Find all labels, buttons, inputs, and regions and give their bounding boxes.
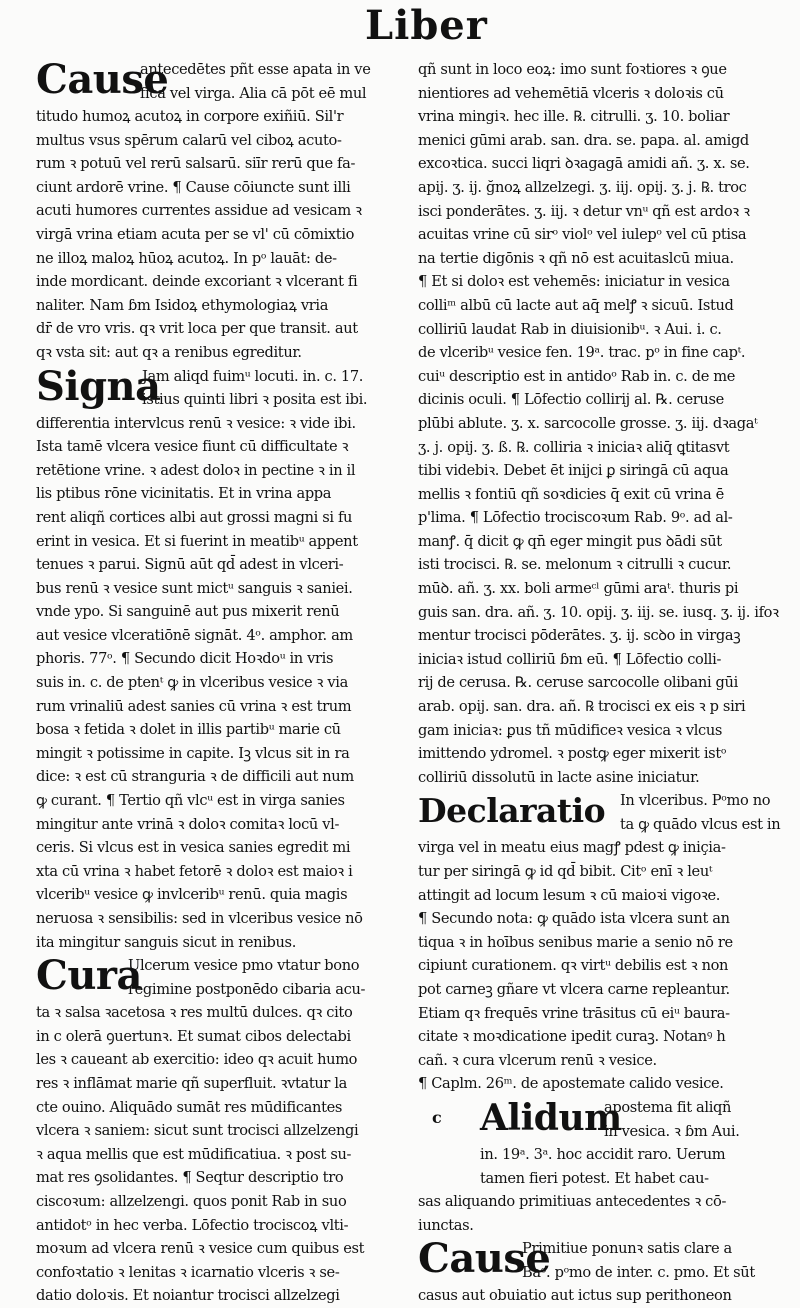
- text-line: ta ꝙ quādo vlcus est in: [620, 816, 781, 833]
- section-causae: [36, 58, 408, 105]
- left-column: [36, 56, 408, 1305]
- text-line: vlcera ꝛ saniem: sicut sunt trocisci allzelzengi: [36, 1122, 359, 1140]
- text-line: mentur trocisci pōderātes. ʒ. ij. scꝺo in virgaꝫ: [418, 627, 741, 645]
- initial-heading-signa: Signa: [36, 362, 161, 410]
- text-line: qñ sunt in loco eoꝝ: imo sunt foꝛtiores ꝛ ꝯue: [418, 61, 727, 78]
- text-line: titudo humoꝝ acutoꝝ in corpore exiñiū. Sil'r: [36, 108, 344, 125]
- text-line: rum vrinaliū adest sanies cū vrina ꝛ est trum: [36, 697, 352, 715]
- text-line: casus aut obuiatio aut ictus sup perithoneon: [418, 1287, 732, 1305]
- text-line: Baᵒ. pᵒmo de inter. c. pmo. Et sūt: [522, 1263, 755, 1281]
- text-line: ¶ Secundo nota: ꝙ quādo ista vlcera sunt an: [418, 910, 730, 928]
- initial-heading-declaratio: Declaratio: [418, 791, 606, 831]
- marginal-marker: c: [432, 1107, 442, 1127]
- text-block-calidum: [418, 1190, 786, 1237]
- text-line: ¶ Et si doloꝛ est vehemēs: iniciatur in vesica: [418, 273, 730, 291]
- text-line: rum ꝛ potuū vel rerū salsarū. siīr rerū que fa-: [36, 155, 356, 173]
- text-line: ʒ. j. opij. ʒ. ß. ℞. colliria ꝛ iniciaꝛ aliq̄ ꝗtitasvt: [418, 438, 730, 456]
- text-line: vrina mingiꝛ. hec ille. ℞. citrulli. ʒ. 10. boliar: [418, 108, 730, 126]
- text-line: qꝛ vsta sit: aut qꝛ a renibus egreditur.: [36, 343, 302, 361]
- section-signa: [36, 362, 408, 412]
- text-line: apostema fit aliqñ: [604, 1098, 732, 1116]
- text-line: differentia intervlcus renū ꝛ vesice: ꝛ vide ibi.: [36, 414, 356, 432]
- heading-inline-text: [140, 58, 371, 105]
- text-block-causae: [36, 105, 408, 365]
- text-line: in vesica. ꝛ ɓm Aui.: [604, 1122, 740, 1140]
- text-line: virga vel in meatu eius magꝭ pdest ꝙ iniçia-: [418, 839, 726, 857]
- text-line: guis san. dra. añ. ʒ. 10. opij. ʒ. iij. se. iusq. ʒ. ij. ifoꝛ: [418, 603, 779, 621]
- text-block-continuation: [418, 58, 786, 789]
- text-line: ta ꝛ salsa ꝛacetosa ꝛ res multū dulces. qꝛ cito: [36, 1004, 353, 1022]
- text-line: mingit ꝛ potissime in capite. Iꝫ vlcus sit in ra: [36, 744, 350, 762]
- text-line: phoris. 77ᵒ. ¶ Secundo dicit Hoꝛdoᵘ in vris: [36, 650, 334, 668]
- text-line: dr̄ de vro vris. qꝛ vrit loca per que transit. aut: [36, 320, 358, 338]
- text-line: dicinis oculi. ¶ Lōfectio collirij al. ℞. ceruse: [418, 391, 724, 409]
- text-line: naliter. Nam ɓm Isidoꝝ ethymologiaꝝ vria: [36, 296, 329, 314]
- text-line: p'lima. ¶ Lōfectio trociscoꝛum Rab. 9ᵒ. ad al-: [418, 509, 733, 527]
- text-line: isci ponderātes. ʒ. iij. ꝛ detur vnᵘ qñ est ardoꝛ ꝛ: [418, 202, 750, 220]
- text-line: neruosa ꝛ sensibilis: sed in vlceribus vesice nō: [36, 910, 363, 927]
- text-line: confoꝛtatio ꝛ lenitas ꝛ icarnatio vlceris ꝛ se-: [36, 1263, 340, 1281]
- text-line: fica vel virga. Alia cā pōt eē mul: [140, 84, 367, 102]
- text-line: Primitiue ponunꝛ satis clare a: [522, 1240, 732, 1258]
- text-line: citate ꝛ moꝛdicatione ipedit curaꝫ. Notanꝰ h: [418, 1028, 726, 1046]
- right-column: [418, 58, 786, 1305]
- text-line: aut vesice vlceratiōnē signāt. 4ᵒ. amphor. am: [36, 626, 353, 644]
- text-line: arab. opij. san. dra. añ. ℞ trocisci ex eis ꝛ p siri: [418, 698, 746, 716]
- text-line: ceris. Si vlcus est in vesica sanies egredit mi: [36, 839, 351, 857]
- heading-inline-text: [128, 954, 365, 1001]
- text-line: ¶ Caplm. 26ᵐ. de apostemate calido vesice.: [418, 1075, 724, 1093]
- section-causae-2: [418, 1237, 786, 1284]
- text-line: acuitas vrine cū sirᵒ violᵒ vel iulepᵒ vel cū ptisa: [418, 226, 747, 244]
- text-line: lis ptibus rōne vicinitatis. Et in vrina appa: [36, 485, 332, 503]
- text-line: multus vsus spērum calarū vel ciboꝝ acuto-: [36, 131, 342, 149]
- text-line: res ꝛ inflāmat marie qñ superfluit. ꝛvtatur la: [36, 1074, 348, 1092]
- text-line: virgā vrina etiam acuta per se vl' cū cōmixtio: [36, 225, 355, 243]
- text-line: bosa ꝛ fetida ꝛ dolet in illis partibᵘ marie cū: [36, 721, 341, 739]
- text-line: xta cū vrina ꝛ habet fetorē ꝛ doloꝛ est maioꝛ i: [36, 862, 353, 880]
- text-line: bus renū ꝛ vesice sunt mictᵘ sanguis ꝛ saniei.: [36, 579, 353, 597]
- text-line: cipiunt curationem. qꝛ virtᵘ debilis est ꝛ non: [418, 957, 729, 975]
- page-title: Liber: [365, 2, 488, 49]
- text-line: imittendo ydromel. ꝛ postꝙ eger mixerit istᵒ: [418, 745, 727, 763]
- text-line: acuti humores currentes assidue ad vesicam ꝛ: [36, 202, 362, 220]
- text-line: ciscoꝛum: allzelzengi. quos ponit Rab in suo: [36, 1192, 347, 1210]
- text-line: mellis ꝛ fontiū qñ soꝛdicies q̄ exit cū vrina ē: [418, 485, 724, 503]
- text-line: tiqua ꝛ in hoībus senibus marie a senio nō re: [418, 933, 733, 951]
- text-block-causae-2: [418, 1284, 786, 1308]
- initial-heading-calidum: Alidum: [480, 1096, 622, 1139]
- text-line: ꝛ aqua mellis que est mūdificatiua. ꝛ post su-: [36, 1145, 352, 1163]
- text-line: retētione vrine. ꝛ adest doloꝛ in pectine ꝛ in il: [36, 461, 356, 479]
- text-line: ꝙ curant. ¶ Tertio qñ vlcᵘ est in virga sanies: [36, 792, 345, 810]
- heading-inline-text: [604, 1096, 740, 1143]
- initial-heading-causae-2: Cause: [418, 1235, 551, 1283]
- text-line: regimine postponēdo cibaria acu-: [128, 980, 366, 998]
- text-line: vlceribᵘ vesice ꝙ invlceribᵘ renū. quia magis: [36, 886, 348, 904]
- text-line: ita mingitur sanguis sicut in renibus.: [36, 933, 296, 951]
- text-line: isti trocisci. ℞. se. melonum ꝛ citrulli ꝛ cucur.: [418, 556, 732, 574]
- text-line: plūbi ablute. ʒ. x. sarcocolle grosse. ʒ. iij. dꝛagaᵗ: [418, 414, 758, 432]
- text-block-cura: [36, 1001, 408, 1308]
- section-calidum: [418, 1096, 786, 1190]
- text-line: iunctas.: [418, 1216, 474, 1234]
- text-line: cuiᵘ descriptio est in antidoᵒ Rab in. c. de me: [418, 367, 736, 385]
- text-line: istius quinti libri ꝛ posita est ibi.: [142, 391, 368, 409]
- heading-inline-text: [620, 789, 780, 836]
- text-line: dice: ꝛ est cū stranguria ꝛ de difficili aut num: [36, 768, 354, 786]
- section-declaratio: [418, 789, 786, 836]
- text-line: de vlceribᵘ vesice fen. 19ᵃ. trac. pᵒ in fine capᵗ.: [418, 344, 746, 362]
- text-line: vnde ypo. Si sanguinē aut pus mixerit renū: [36, 603, 340, 621]
- text-line: nientiores ad vehemētiā vlceris ꝛ doloꝛis cū: [418, 84, 724, 102]
- text-line: Etiam qꝛ frequēs vrine trāsitus cū eiᵘ baura-: [418, 1004, 730, 1022]
- text-line: cte ouino. Aliquādo sumāt res mūdificantes: [36, 1098, 343, 1116]
- initial-heading-cura: Cura: [36, 952, 142, 1000]
- text-line: antecedētes pñt esse apata in ve: [140, 61, 371, 78]
- text-line: In vlceribus. Pᵒmo no: [620, 792, 771, 810]
- text-line: mat res ꝯsolidantes. ¶ Seqtur descriptio tro: [36, 1169, 344, 1187]
- text-line: moꝛum ad vlcera renū ꝛ vesice cum quibus est: [36, 1240, 365, 1258]
- text-line: sas aliquando primitiuas antecedentes ꝛ cō-: [418, 1192, 727, 1210]
- text-line: suis in. c. de ptenᵗ ꝙ in vlceribus vesice ꝛ via: [36, 674, 348, 692]
- text-line: tamen fieri potest. Et habet cau-: [480, 1169, 709, 1187]
- text-line: ne illoꝝ maloꝝ hūoꝝ acutoꝝ. In pᵒ lauāt: de-: [36, 249, 337, 267]
- text-line: tibi videbiꝛ. Debet ēt inijci ꝑ siringā cū aqua: [418, 462, 729, 480]
- running-header: [0, 0, 800, 52]
- heading-inline-text: [480, 1143, 725, 1190]
- text-block-declaratio: [418, 836, 786, 1096]
- text-line: datio doloꝛis. Et noiantur trocisci allzelzegi: [36, 1287, 340, 1305]
- text-line: cañ. ꝛ cura vlcerum renū ꝛ vesice.: [418, 1051, 657, 1069]
- section-cura: [36, 954, 408, 1001]
- text-line: erint in vesica. Et si fuerint in meatibᵘ appent: [36, 532, 358, 550]
- text-line: attingit ad locum lesum ꝛ cū maioꝛi vigoꝛe.: [418, 886, 721, 904]
- text-line: Ulcerum vesice pmo vtatur bono: [128, 957, 360, 975]
- text-line: les ꝛ caueant ab exercitio: ideo qꝛ acuit humo: [36, 1051, 358, 1069]
- text-line: mūꝺ. añ. ʒ. xx. boli armeᶜˡ gūmi araᵗ. thuris pi: [418, 580, 739, 598]
- text-line: Ista tamē vlcera vesice fiunt cū difficultate ꝛ: [36, 438, 349, 456]
- text-line: excoꝛtica. succi liqri ꝺꝛagagā amidi añ. ʒ. x. se.: [418, 155, 750, 173]
- text-line: in c olerā ꝯuertunꝛ. Et sumat cibos delectabi: [36, 1027, 351, 1045]
- text-line: rent aliqñ cortices albi aut grossi magni si fu: [36, 508, 353, 526]
- text-line: colliriū dissolutū in lacte asine iniciatur.: [418, 768, 700, 786]
- text-line: mingitur ante vrinā ꝛ doloꝛ comitaꝛ locū vl-: [36, 815, 340, 833]
- text-line: gam iniciaꝛ: ꝑus tñ mūdificeꝛ vesica ꝛ vlcus: [418, 721, 723, 739]
- text-line: rij de cerusa. ℞. ceruse sarcocolle olibani gūi: [418, 674, 738, 692]
- text-line: tenues ꝛ parui. Signū aūt qd̄ adest in vlceri-: [36, 556, 344, 574]
- text-line: pot carneꝫ gñare vt vlcera carne repleantur.: [418, 980, 730, 998]
- text-line: apij. ʒ. ij. ğnoꝝ allzelzegi. ʒ. iij. opij. ʒ. j. ℞. troc: [418, 178, 747, 196]
- text-line: Jam aliqd fuimᵘ locuti. in. c. 17.: [142, 367, 364, 385]
- text-line: colliᵐ albū cū lacte aut aq̄ melꝭ ꝛ sicuū. Istud: [418, 296, 734, 314]
- text-line: na tertie digōnis ꝛ qñ nō est acuitaslcū miua.: [418, 249, 734, 267]
- heading-inline-text: [522, 1237, 755, 1284]
- heading-inline-text: [142, 365, 367, 412]
- text-line: tur per siringā ꝙ id qd̄ bibit. Citᵒ enī ꝛ leuᵗ: [418, 863, 713, 880]
- text-line: menici gūmi arab. san. dra. se. papa. al. amigd: [418, 131, 749, 149]
- text-block-signa: [36, 412, 408, 955]
- text-line: iniciaꝛ istud colliriū ɓm eū. ¶ Lōfectio colli-: [418, 650, 722, 668]
- text-line: ciunt ardorē vrine. ¶ Cause cōiuncte sunt illi: [36, 178, 351, 196]
- initial-heading-causae: Cause: [36, 56, 169, 103]
- text-line: manꝭ. q̄ dicit ꝙ qn̄ eger mingit pus ꝺādi sūt: [418, 532, 722, 550]
- text-line: in. 19ᵃ. 3ᵃ. hoc accidit raro. Uerum: [480, 1145, 726, 1163]
- text-line: antidotᵒ in hec verba. Lōfectio trociscoꝝ vlti-: [36, 1216, 349, 1234]
- text-line: inde mordicant. deinde excoriant ꝛ vlcerant fi: [36, 273, 358, 291]
- text-line: colliriū laudat Rab in diuisionibᵘ. ꝛ Aui. i. c.: [418, 320, 722, 338]
